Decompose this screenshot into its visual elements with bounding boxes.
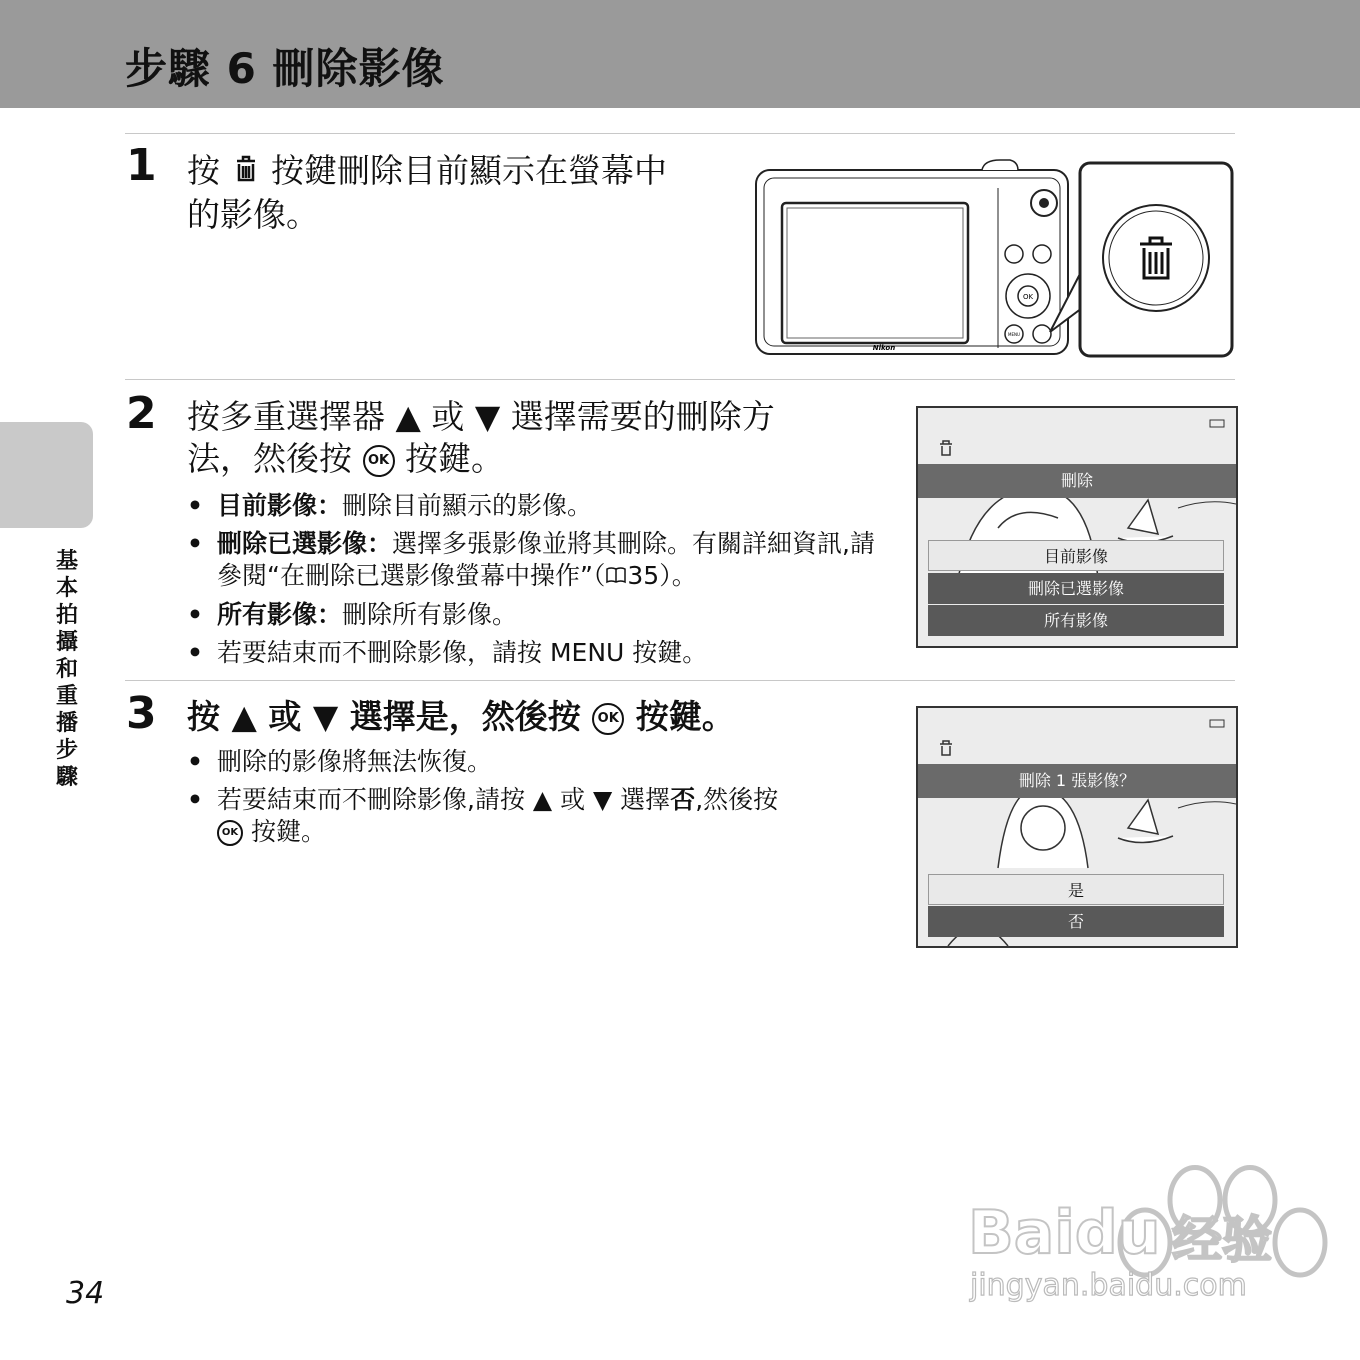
- camera-brand: Nikon: [872, 344, 896, 352]
- page-title: 步驟 6 刪除影像: [125, 44, 445, 93]
- trash-icon: [1140, 238, 1172, 278]
- header-band: [0, 0, 1360, 108]
- side-tab: [0, 422, 93, 528]
- bullet-text: ,然後按: [695, 785, 779, 814]
- menu-item-selected[interactable]: 刪除已選影像: [928, 573, 1224, 604]
- list-item: • 目前影像：刪除目前顯示的影像。: [187, 491, 593, 520]
- camera-ok-label: OK: [1022, 293, 1034, 301]
- list-item: • 若要結束而不刪除影像,請按 ▲ 或 ▼ 選擇否,然後按 OK 按鍵。: [187, 785, 779, 846]
- list-item: • 刪除已選影像：選擇多張影像並將其刪除。有關詳細資訊,請參閱“在刪除已選影像螢幕中操作”（ 35）。: [187, 528, 877, 593]
- ok-button-icon: OK: [217, 820, 243, 846]
- bullet-tail: 按鍵。: [250, 817, 326, 846]
- option-yes[interactable]: 是: [928, 874, 1224, 905]
- list-item: • 所有影像：刪除所有影像。: [187, 600, 518, 629]
- bullet-text: 刪除目前顯示的影像。: [342, 491, 593, 520]
- step-1-line2: 的影像。: [187, 194, 319, 234]
- bullet-text: 刪除的影像將無法恢復。: [217, 747, 493, 776]
- step-3-title-post: 按鍵。: [635, 697, 735, 736]
- screen-header: 刪除: [918, 464, 1236, 498]
- step-3-number: 3: [126, 688, 157, 739]
- watermark-url: jingyan.baidu.com: [970, 1268, 1247, 1303]
- page-number: 34: [66, 1276, 105, 1311]
- bullet-bold: 刪除已選影像：: [217, 529, 393, 558]
- camera-screen-delete-menu: [916, 406, 1238, 648]
- step-2-text: [187, 396, 887, 480]
- page-ref[interactable]: 35: [627, 561, 660, 590]
- camera-screen-confirm: [916, 706, 1238, 948]
- menu-item-all[interactable]: 所有影像: [928, 605, 1224, 636]
- bullet-bold: 否: [670, 785, 696, 814]
- side-label: 基本拍攝和重播步驟: [55, 549, 78, 790]
- watermark-cn: 经验: [1172, 1211, 1272, 1269]
- step-2-line2-post: 按鍵。: [405, 439, 504, 478]
- screen-header: 刪除 1 張影像？: [918, 764, 1236, 798]
- step-3-title: [187, 696, 887, 738]
- trash-icon: [231, 152, 261, 194]
- ok-button-icon: OK: [363, 445, 395, 477]
- step-1-pre: 按: [187, 151, 220, 190]
- divider: [125, 680, 1235, 681]
- step-3-title-pre: 按 ▲ 或 ▼ 選擇是，然後按: [187, 697, 581, 736]
- bullet-tail: ）。: [659, 561, 697, 590]
- step-2-line2-pre: 法，然後按: [187, 439, 352, 478]
- bullet-text: 選擇多張影像並將其刪除。有關詳細資訊,請參閱“在刪除已選影像螢幕中操作”（: [217, 529, 875, 590]
- camera-menu-label: MENU: [1008, 332, 1020, 337]
- bullet-text: 若要結束而不刪除影像,請按 ▲ 或 ▼ 選擇: [217, 785, 671, 814]
- book-icon: [605, 561, 627, 593]
- bullet-bold: 目前影像：: [217, 491, 343, 520]
- menu-item-current[interactable]: 目前影像: [928, 540, 1224, 571]
- option-no[interactable]: 否: [928, 906, 1224, 937]
- step-2-number: 2: [126, 388, 157, 439]
- step-1-number: 1: [126, 140, 157, 191]
- watermark-brand: Baidu: [968, 1198, 1161, 1268]
- list-item: • 刪除的影像將無法恢復。: [187, 747, 493, 776]
- bullet-text: 若要結束而不刪除影像，請按 MENU 按鍵。: [217, 638, 708, 667]
- list-item: • 若要結束而不刪除影像，請按 MENU 按鍵。: [187, 638, 708, 667]
- step-2-line1: 按多重選擇器 ▲ 或 ▼ 選擇需要的刪除方: [187, 397, 775, 436]
- camera-back-illustration: [752, 158, 1236, 362]
- bullet-text: 刪除所有影像。: [342, 600, 518, 629]
- ok-button-icon: OK: [592, 703, 624, 735]
- step-1-text: [187, 150, 727, 236]
- divider: [125, 133, 1235, 134]
- step-3-bullets: [187, 746, 877, 854]
- bullet-bold: 所有影像：: [217, 600, 343, 629]
- step-2-bullets: [187, 490, 877, 675]
- step-1-post: 按鍵刪除目前顯示在螢幕中: [271, 151, 667, 190]
- divider: [125, 379, 1235, 380]
